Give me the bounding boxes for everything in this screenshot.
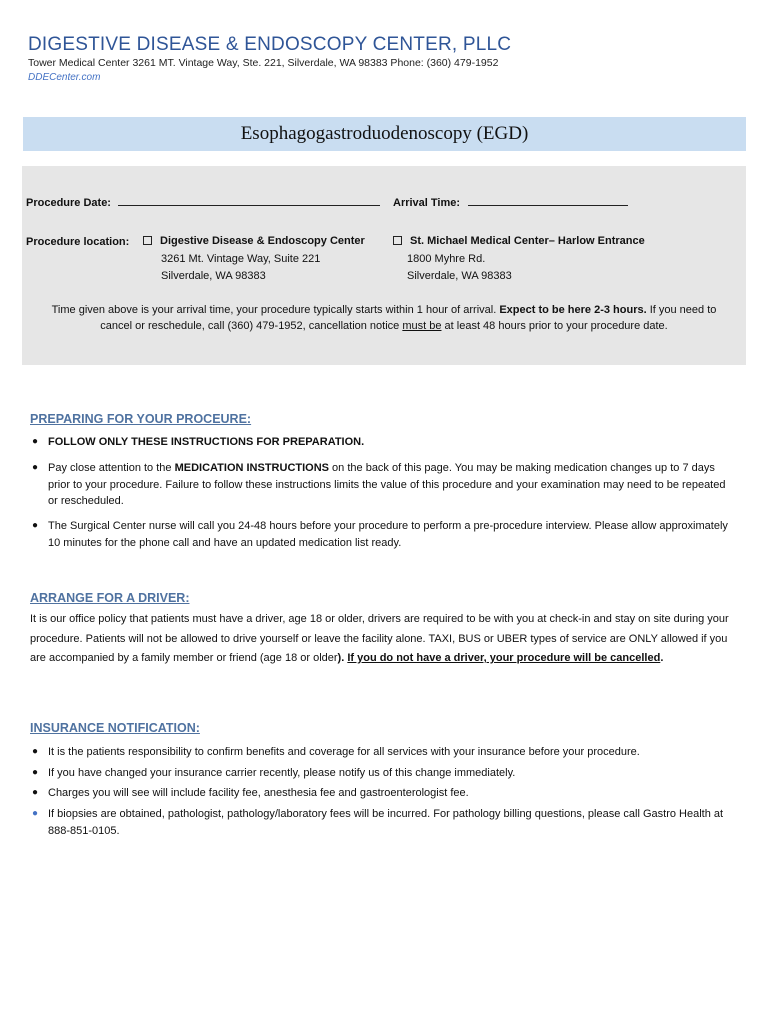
location-name: St. Michael Medical Center– Harlow Entrance — [410, 235, 645, 247]
notice-text: If you need to — [646, 304, 717, 316]
driver-heading: ARRANGE FOR A DRIVER: — [30, 591, 190, 605]
location-address-line: Silverdale, WA 98383 — [161, 270, 266, 282]
checkbox-icon[interactable] — [393, 236, 402, 245]
procedure-info-box — [22, 166, 746, 365]
bullet-text: If you have changed your insurance carrier recently, please notify us of this change immediately. — [48, 767, 516, 779]
location-name: Digestive Disease & Endoscopy Center — [160, 235, 365, 247]
notice-text: at least 48 hours prior to your procedure date. — [441, 320, 668, 332]
notice-underline: must be — [402, 320, 442, 332]
list-item — [32, 806, 728, 839]
list-item — [32, 744, 738, 761]
bullet-icon: ● — [32, 808, 39, 819]
notice-emphasis: Expect to be here 2-3 hours. — [499, 304, 647, 316]
location-address-line: 1800 Myhre Rd. — [407, 252, 486, 265]
organization-website-link[interactable]: DDECenter.com — [28, 72, 101, 83]
procedure-location-label: Procedure location: — [26, 236, 130, 248]
driver-text: It is our office policy that patients must have a driver, age 18 or older, drivers are required to be with you at check-in and stay on site during your procedure. Patients will not be allowed to drive yourself or leave the facility alone. TAXI, BUS or UBER types of service are ONLY allowed if you are accompanied by a family member or friend (age 18 or older — [30, 613, 729, 664]
procedure-date-row — [26, 193, 380, 211]
arrival-time-label: Arrival Time: — [393, 197, 461, 209]
location-address-line: Silverdale, WA 98383 — [407, 270, 512, 282]
bullet-icon: ● — [32, 436, 39, 447]
bullet-text: FOLLOW ONLY THESE INSTRUCTIONS FOR PREPARATION. — [48, 436, 365, 448]
arrival-time-field[interactable] — [468, 196, 628, 206]
driver-policy-text — [30, 610, 738, 669]
list-item — [32, 765, 738, 782]
driver-warning: If you do not have a driver, your procedure will be cancelled — [347, 652, 661, 664]
title-bar — [23, 117, 746, 151]
checkbox-icon[interactable] — [143, 236, 152, 245]
bullet-text: The Surgical Center nurse will call you 24-48 hours before your procedure to perform a pre-procedure interview. Please allow approximately 10 minutes for the phone call and have an updated medication list ready. — [48, 520, 728, 549]
notice-text: Time given above is your arrival time, your procedure typically starts within 1 hour of arrival. — [51, 304, 500, 316]
bullet-text: Charges you will see will include facility fee, anesthesia fee and gastroenterologist fee. — [48, 787, 469, 799]
driver-emphasis: . — [660, 652, 664, 664]
location-option-dde[interactable] — [143, 233, 365, 286]
bullet-text: It is the patients responsibility to confirm benefits and coverage for all services with your insurance before your procedure. — [48, 746, 640, 758]
preparing-heading: PREPARING FOR YOUR PROCEURE: — [30, 412, 252, 426]
driver-emphasis: ). — [337, 652, 348, 664]
organization-name: DIGESTIVE DISEASE & ENDOSCOPY CENTER, PLLC — [28, 34, 512, 55]
procedure-date-field[interactable] — [118, 196, 380, 206]
bullet-text: on the back of this page. You may be making medication changes up to 7 days prior to your procedure. Failure to follow these instructions limits the value of this procedure and your examination may need to be repeated or rescheduled. — [48, 462, 726, 507]
organization-address: Tower Medical Center 3261 MT. Vintage Way, Ste. 221, Silverdale, WA 98383 Phone: (360) 479-1952 — [28, 57, 499, 69]
bullet-emphasis: MEDICATION INSTRUCTIONS — [174, 462, 329, 474]
bullet-icon: ● — [32, 462, 39, 473]
procedure-date-label: Procedure Date: — [26, 197, 111, 209]
list-item — [32, 785, 738, 802]
location-address-line: 3261 Mt. Vintage Way, Suite 221 — [161, 252, 321, 265]
insurance-heading: INSURANCE NOTIFICATION: — [30, 721, 200, 735]
bullet-icon: ● — [32, 767, 39, 778]
bullet-icon: ● — [32, 520, 39, 531]
arrival-notice — [22, 302, 746, 334]
list-item — [32, 460, 738, 510]
list-item — [32, 518, 738, 551]
bullet-icon: ● — [32, 787, 39, 798]
arrival-time-row — [393, 193, 628, 211]
notice-text: cancel or reschedule, call (360) 479-1952, cancellation notice — [100, 320, 403, 332]
list-item — [32, 434, 738, 451]
bullet-text: Pay close attention to the — [48, 462, 175, 474]
location-option-st-michael[interactable] — [393, 233, 645, 286]
bullet-icon: ● — [32, 746, 39, 757]
bullet-text: If biopsies are obtained, pathologist, pathology/laboratory fees will be incurred. For pathology billing questions, please call Gastro Health at 888-851-0105. — [48, 808, 724, 837]
document-title: Esophagogastroduodenoscopy (EGD) — [240, 123, 529, 144]
